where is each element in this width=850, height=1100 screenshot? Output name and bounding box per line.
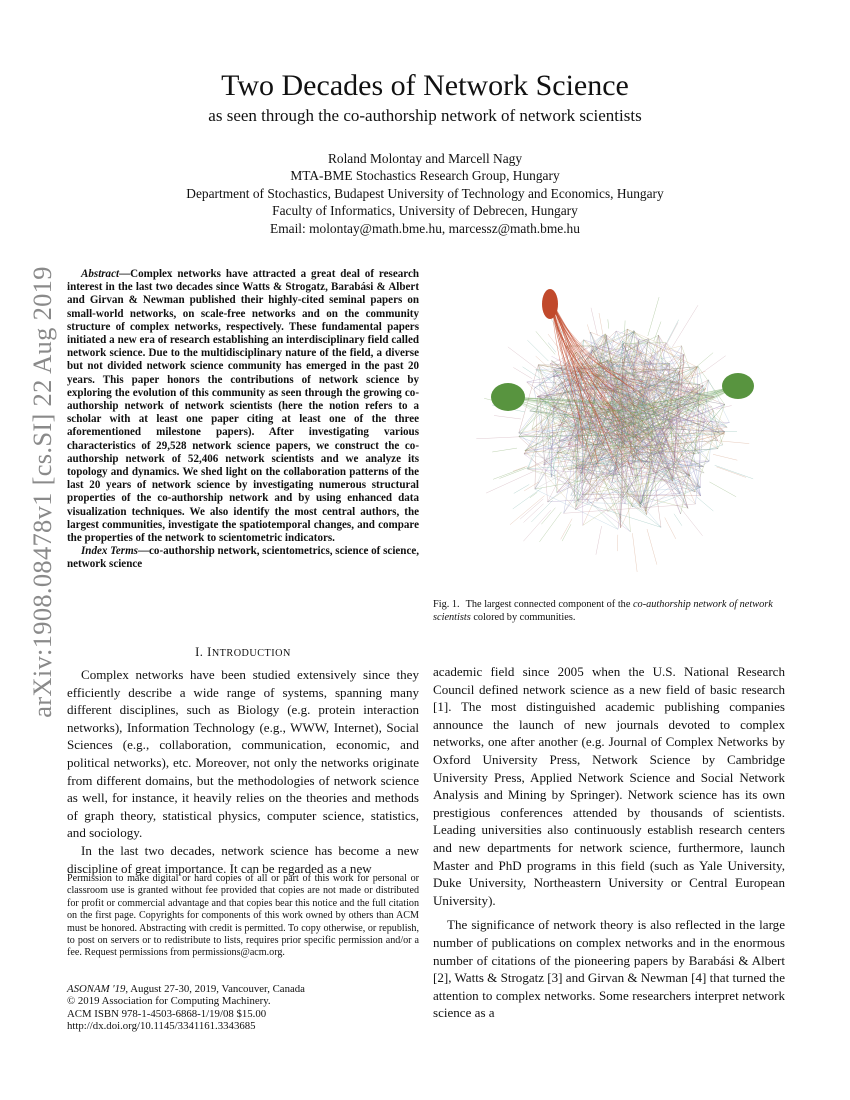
network-outlier-edge bbox=[541, 508, 555, 525]
network-outlier-edge bbox=[719, 441, 750, 444]
network-outlier-edge bbox=[531, 500, 553, 522]
body-paragraph: In the last two decades, network science has become a new discipline of great importance. It can be regarded as a new bbox=[67, 842, 419, 876]
network-edge bbox=[550, 346, 593, 364]
conference-name: ASONAM '19 bbox=[67, 983, 126, 995]
network-outlier-edge bbox=[647, 529, 657, 565]
section-initial: I bbox=[207, 645, 212, 659]
network-outlier-edge bbox=[715, 465, 753, 479]
network-outlier-edge bbox=[716, 406, 732, 410]
body-paragraph: Complex networks have been studied extensively since they efficiently describe a wide range of systems, spanning many different disciplines, such as Biology (e.g. protein interaction networks), Information Technology (e.g., WWW, Internet), Social Sciences (e.g., collaboration, communication, economic, and political networks), etc. Moreover, not only the networks originate from different domains, but the methodologies of network science as well, for instance, it heavily relies on the theories and methods of graph theory, statistical physics, computer science, statistics, and sociology. bbox=[67, 667, 419, 841]
network-outlier-edge bbox=[520, 499, 543, 519]
index-terms bbox=[67, 545, 419, 571]
paper-subtitle: as seen through the co-authorship network of network scientists bbox=[208, 106, 642, 125]
abstract bbox=[67, 268, 419, 572]
author-email: Email: molontay@math.bme.hu, marcessz@math.bme.hu bbox=[270, 220, 580, 236]
network-outlier-edge bbox=[666, 323, 678, 346]
figure-caption bbox=[433, 598, 785, 624]
right-column-body bbox=[433, 663, 785, 1022]
network-outlier-edge bbox=[561, 519, 572, 540]
body-paragraph: academic field since 2005 when the U.S. National Research Council defined network science as a new field of basic research [1]. The most distinguished academic publishing companies announce the launch of new journals devoted to complex networks, one after another (e.g. Journal of Complex Networks by Oxford University Press, Network Science by Cambridge University Press, Applied Network Science and Social Network Analysis and Mining by Springer). Network science has its own prestigious conferences attended by thousands of scientists. Leading universities also continuously establish research centers and new departments for network science, furthermore, launch Master and PhD programs in this field (such as Yale University, Duke University, Northeastern University or Central European University). bbox=[433, 664, 785, 908]
network-outlier-edge bbox=[499, 467, 530, 479]
network-outlier-edge bbox=[562, 524, 571, 541]
affiliation-line: Faculty of Informatics, University of Debrecen, Hungary bbox=[272, 203, 578, 219]
network-outlier-edge bbox=[587, 324, 590, 334]
network-outlier-edge bbox=[696, 353, 713, 367]
copyright-line: © 2019 Association for Computing Machinery. bbox=[67, 995, 271, 1008]
network-outlier-edge bbox=[476, 437, 519, 439]
network-outlier-edge bbox=[513, 488, 542, 509]
network-outlier-edge bbox=[486, 472, 533, 494]
network-outlier-edge bbox=[536, 331, 555, 354]
network-outlier-edge bbox=[665, 518, 676, 539]
network-outlier-edge bbox=[513, 367, 532, 378]
permission-notice: Permission to make digital or hard copies of all or part of this work for personal or classroom use is granted without fee provided that copies are not made or distributed for profit or commercial advantage and that copies bear this notice and the full citation on the first page. Copyrights for components of this work owned by others than ACM must be honored. Abstracting with credit is permitted. To copy otherwise, or republish, to post on servers or to redistribute to lists, requires prior specific permission and/or a fee. Request permissions from permissions@acm.org. bbox=[67, 873, 419, 959]
network-outlier-edge bbox=[514, 485, 529, 494]
green-community-cluster bbox=[722, 373, 754, 399]
network-outlier-edge bbox=[698, 356, 726, 376]
section-numeral: I. bbox=[195, 645, 204, 659]
body-paragraph: The significance of network theory is also reflected in the large number of publications on complex networks and in the enormous number of citations of the pioneering papers by Barabási & Albert [2], Watts & Strogatz [3] and Girvan & Newman [4] that turned the attention to complex networks. Some researchers interpret network science as a bbox=[433, 917, 785, 1021]
network-outlier-edge bbox=[523, 367, 541, 379]
isbn-line: ACM ISBN 978-1-4503-6868-1/19/08 $15.00 bbox=[67, 1007, 267, 1020]
caption-text: The largest connected component of the bbox=[465, 599, 633, 610]
network-outlier-edge bbox=[713, 454, 737, 460]
red-community-cluster bbox=[542, 289, 558, 319]
network-outlier-edge bbox=[679, 507, 702, 536]
author-names: Roland Molontay and Marcell Nagy bbox=[327, 151, 523, 166]
conference-line bbox=[67, 983, 419, 995]
abstract-label: Abstract bbox=[81, 268, 120, 280]
network-outlier-edge bbox=[596, 526, 602, 555]
network-edge bbox=[578, 501, 661, 527]
doi-line: http://dx.doi.org/10.1145/3341161.3343685 bbox=[67, 1020, 256, 1033]
paper-title: Two Decades of Network Science bbox=[221, 69, 629, 102]
network-outlier-edge bbox=[632, 533, 637, 572]
network-outlier-edge bbox=[599, 313, 603, 335]
left-column-body bbox=[67, 666, 419, 877]
affiliation-line: Department of Stochastics, Budapest University of Technology and Economics, Hungary bbox=[186, 185, 664, 201]
network-outlier-edge bbox=[608, 319, 609, 328]
coauthorship-network-figure bbox=[470, 272, 770, 572]
network-edges bbox=[476, 297, 753, 572]
arxiv-identifier-stamp: arXiv:1908.08478v1 [cs.SI] 22 Aug 2019 bbox=[27, 266, 57, 718]
abstract-text: —Complex networks have attracted a great deal of research interest in the last two decades since Watts & Strogatz, Barabási & Albert and Girvan & Newman published their highly-cited seminal papers on small-world networks, on scale-free networks and on the community structure of complex networks, respectively. These fundamental papers initiated a new era of research establishing an interdisciplinary field called network science. Due to the multidisciplinary nature of the field, a diverse but not divided network science community has emerged in the past 20 years. This paper honors the contributions of network science by exploring the evolution of this community as seen through the growing co-authorship network of network scientists (here the notion refers to a scholar with at least one paper citing at least one of the three aforementioned milestone papers). After investigating various characteristics of 29,528 network science papers, we construct the co-authorship network of 52,406 network scientists and we analyze its topology and dynamics. We shed light on the collaboration patterns of the last 20 years of network science by investigating numerous structural properties of the co-authorship network and by using enhanced data visualization techniques. We also identify the most central authors, the largest communities, investigate the spatiotemporal changes, and compare the properties of the network to scientometric indicators. bbox=[67, 268, 419, 545]
figure-label: Fig. 1. bbox=[433, 599, 460, 610]
network-outlier-edge bbox=[539, 512, 561, 542]
network-outlier-edge bbox=[510, 496, 545, 525]
network-edge bbox=[698, 367, 718, 449]
publication-info bbox=[67, 983, 419, 1033]
author-block bbox=[100, 150, 750, 237]
network-outlier-edge bbox=[717, 467, 746, 478]
network-outlier-edge bbox=[648, 297, 659, 336]
affiliation-line: MTA-BME Stochastics Research Group, Hungary bbox=[290, 168, 560, 184]
network-edge bbox=[635, 461, 709, 475]
network-outlier-edge bbox=[492, 448, 517, 452]
network-outlier-edge bbox=[674, 514, 682, 526]
index-terms-label: Index Terms bbox=[81, 545, 138, 558]
network-outlier-edge bbox=[697, 497, 713, 511]
caption-text-end: colored by communities. bbox=[470, 612, 576, 624]
conference-details: , August 27-30, 2019, Vancouver, Canada bbox=[125, 983, 305, 995]
network-outlier-edge bbox=[494, 416, 521, 420]
network-outlier-edge bbox=[508, 347, 538, 370]
section-heading-introduction bbox=[67, 645, 419, 660]
network-outlier-edge bbox=[536, 356, 549, 368]
network-outlier-edge bbox=[591, 308, 597, 336]
abstract-paragraph bbox=[67, 268, 419, 545]
section-title-rest: NTRODUCTION bbox=[211, 648, 291, 659]
network-outlier-edge bbox=[667, 320, 679, 342]
network-outlier-edge bbox=[710, 482, 737, 497]
green-community-cluster bbox=[491, 383, 525, 411]
network-outlier-edge bbox=[530, 493, 537, 498]
caption-emphasis: co-authorship network of network scientists bbox=[433, 599, 773, 624]
index-terms-text: —co-authorship network, scientometrics, science of science, network science bbox=[67, 545, 420, 571]
network-outlier-edge bbox=[523, 510, 550, 541]
